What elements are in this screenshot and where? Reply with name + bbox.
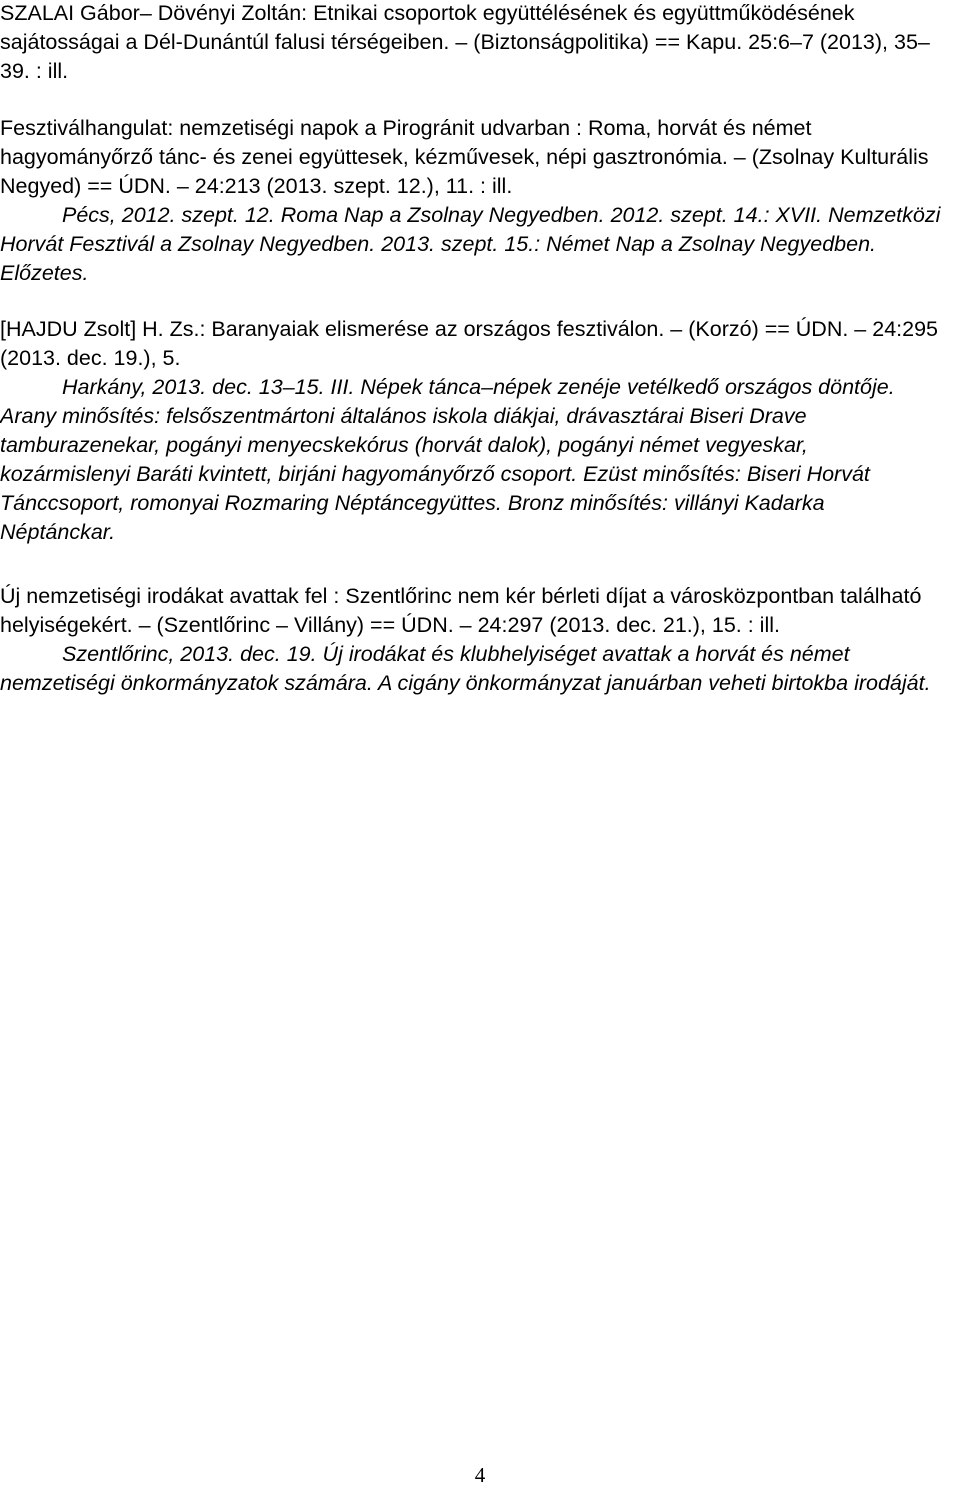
entry-1-citation: SZALAI Gábor– Dövényi Zoltán: Etnikai csoportok együttélésének és együttműködésének sajátosságai a Dél-Dunántúl falusi térségeiben. – (Biztonságpolitika) == Kapu. 25:6–7 (2013), 35–39. : ill.	[0, 1, 930, 83]
page-number: 4	[474, 1463, 486, 1487]
bibliography-entry-4	[0, 582, 944, 698]
entry-2-abstract: Pécs, 2012. szept. 12. Roma Nap a Zsolnay Negyedben. 2012. szept. 14.: XVII. Nemzetközi Horvát Fesztivál a Zsolnay Negyedben. 2013. szept. 15.: Német Nap a Zsolnay Negyedben. Előzetes.	[0, 203, 947, 285]
bibliography-entry-2	[0, 114, 947, 288]
entry-4-abstract: Szentlőrinc, 2013. dec. 19. Új irodákat és klubhelyiséget avattak a horvát és német nemzetiségi önkormányzatok számára. A cigány önkormányzat januárban veheti birtokba irodáját.	[0, 642, 931, 695]
entry-3-abstract-italic: Harkány, 2013. dec. 13–15. III. Népek tánca–népek zenéje vetélkedő országos döntője.	[62, 375, 895, 399]
bibliography-entry-3	[0, 315, 944, 547]
entry-2-citation: Fesztiválhangulat: nemzetiségi napok a Pirogránit udvarban : Roma, horvát és német hagyományőrző tánc- és zenei együttesek, kézművesek, népi gasztronómia. – (Zsolnay Kulturális Negyed) == ÚDN. – 24:213 (2013. szept. 12.), 11. : ill.	[0, 116, 935, 198]
entry-4-citation: Új nemzetiségi irodákat avattak fel : Szentlőrinc nem kér bérleti díjat a városközpontban található helyiségekért. – (Szentlőrinc – Villány) == ÚDN. – 24:297 (2013. dec. 21.), 15. : ill.	[0, 584, 928, 637]
bibliography-entry-1	[0, 0, 944, 86]
entry-3-citation: [HAJDU Zsolt] H. Zs.: Baranyaiak elismerése az országos fesztiválon. – (Korzó) == ÚDN. – 24:295 (2013. dec. 19.), 5.	[0, 317, 944, 370]
entry-3-abstract-rest: Arany minősítés: felsőszentmártoni általános iskola diákjai, drávasztárai Biseri Drave tamburazenekar, pogányi menyecskekórus (horvát dalok), pogányi német vegyeskar, kozármislenyi Baráti kvintett, birjáni hagyományőrző csoport. Ezüst minősítés: Biseri Horvát Tánccsoport, romonyai Rozmaring Néptáncegyüttes. Bronz minősítés: villányi Kadarka Néptánckar.	[0, 375, 900, 544]
